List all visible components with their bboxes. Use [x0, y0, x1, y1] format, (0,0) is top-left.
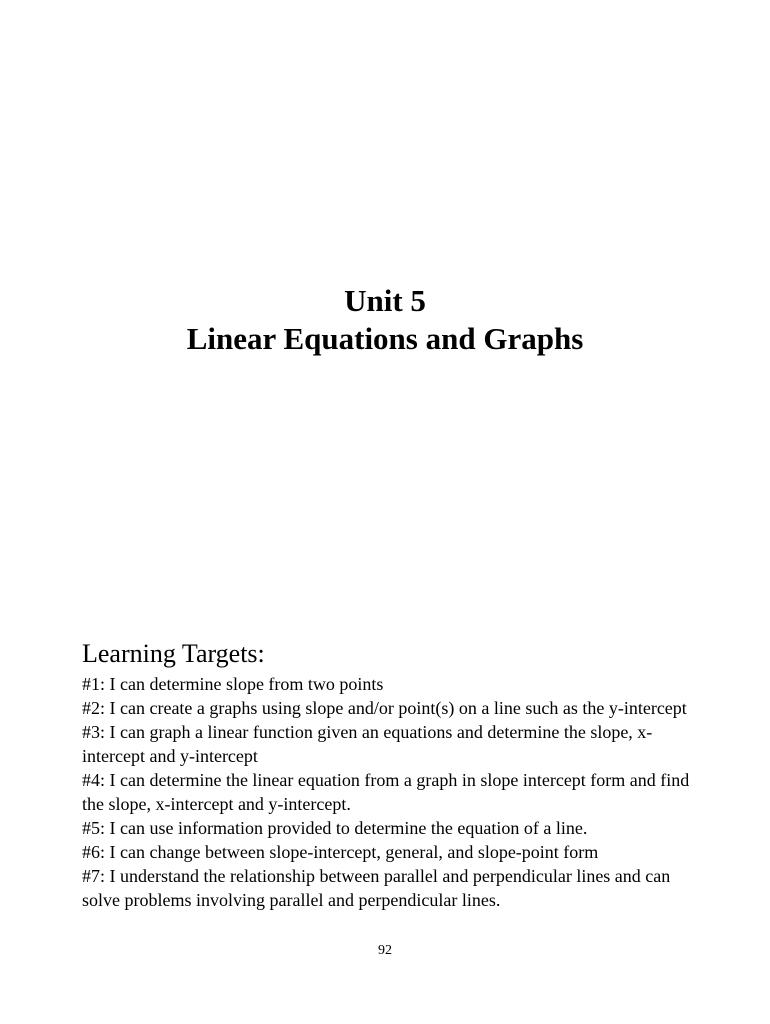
unit-title: [0, 282, 770, 358]
unit-name: Linear Equations and Graphs: [186, 321, 584, 356]
learning-target-2: #2: I can create a graphs using slope and/or point(s) on a line such as the y-intercept: [82, 698, 687, 718]
page-number: 92: [378, 943, 392, 958]
learning-target-6: #6: I can change between slope-intercept, general, and slope-point form: [82, 842, 599, 862]
unit-number: Unit 5: [344, 283, 426, 318]
learning-targets-section: [82, 638, 692, 912]
learning-target-5: #5: I can use information provided to determine the equation of a line.: [82, 818, 588, 838]
learning-target-3: #3: I can graph a linear function given an equations and determine the slope, x-intercept and y-intercept: [82, 722, 653, 766]
learning-targets-heading: Learning Targets:: [82, 639, 265, 668]
learning-target-7: #7: I understand the relationship between parallel and perpendicular lines and can solve problems involving parallel and perpendicular lines.: [82, 866, 671, 910]
learning-target-1: #1: I can determine slope from two points: [82, 674, 384, 694]
learning-target-4: #4: I can determine the linear equation from a graph in slope intercept form and find the slope, x-intercept and y-intercept.: [82, 770, 690, 814]
